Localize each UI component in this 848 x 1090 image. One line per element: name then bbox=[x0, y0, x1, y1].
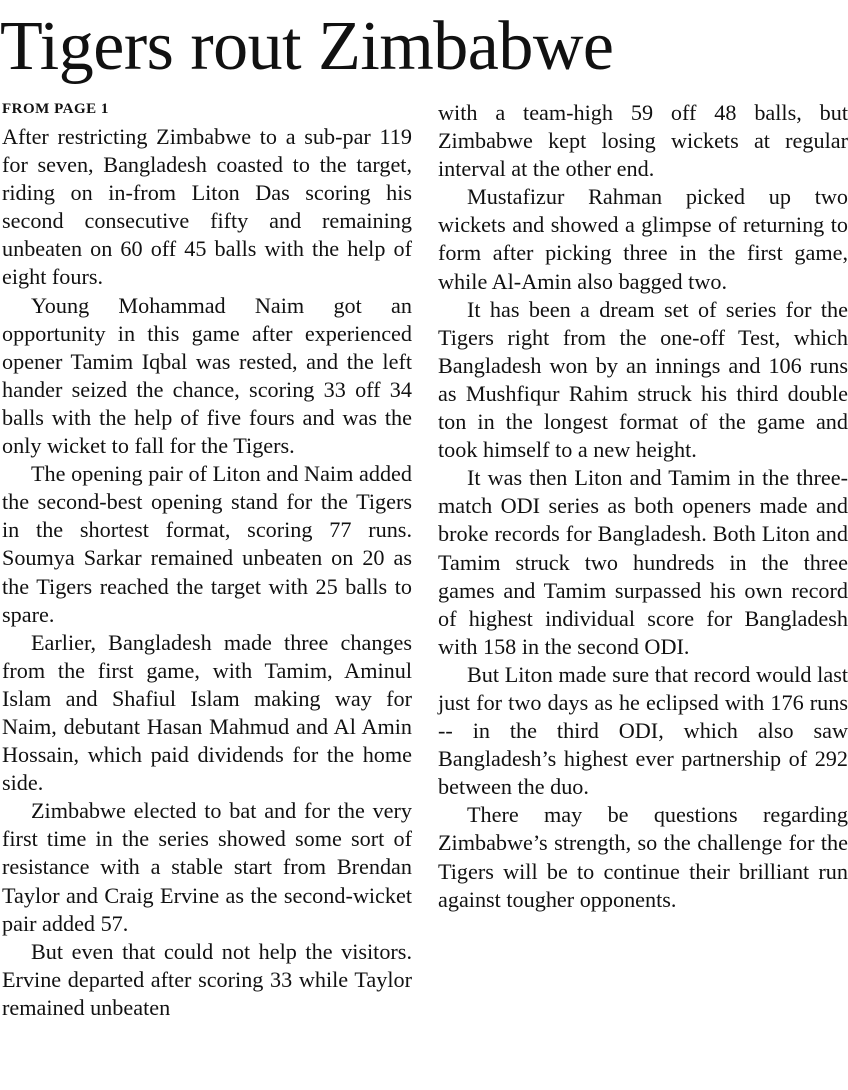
paragraph: After restricting Zimbabwe to a sub-par 119 for seven, Bangladesh coasted to the target, riding on in-from Liton Das scoring his second consecutive fifty and remaining unbeaten on 60 off 45 balls with the help of eight fours. bbox=[2, 124, 412, 290]
paragraph: The opening pair of Liton and Naim added the second-best opening stand for the Tigers in the shortest format, scoring 77 runs. Soumya Sarkar remained unbeaten on 20 as the Tigers reached the target with 25 balls to spare. bbox=[2, 461, 412, 627]
paragraph: Zimbabwe elected to bat and for the very first time in the series showed some sort of resistance with a stable start from Brendan Taylor and Craig Ervine as the second-wicket pair added 57. bbox=[2, 798, 412, 936]
paragraph: Earlier, Bangladesh made three changes from the first game, with Tamim, Aminul Islam and Shafiul Islam making way for Naim, debutant Hasan Mahmud and Al Amin Hossain, which paid dividends for the home side. bbox=[2, 629, 412, 796]
paragraph: with a team-high 59 off 48 balls, but Zimbabwe kept losing wickets at regular interval at the other end. bbox=[438, 100, 848, 182]
paragraph: It was then Liton and Tamim in the three-match ODI series as both openers made and broke records for Bangladesh. Both Liton and Tamim struck two hundreds in the three games and Tamim surpassed his own record of highest individual score for Bangladesh with 158 in the second ODI. bbox=[438, 465, 848, 659]
paragraph: But Liton made sure that record would last just for two days as he eclipsed with 176 runs -- in the third ODI, which also saw Bangladesh’s highest ever partnership of 292 between the duo. bbox=[438, 661, 848, 800]
headline: Tigers rout Zimbabwe bbox=[0, 8, 614, 85]
paragraph: Young Mohammad Naim got an opportunity in this game after experienced opener Tamim Iqbal was rested, and the left hander seized the chance, scoring 33 off 34 balls with the help of five fours and was the only wicket to fall for the Tigers. bbox=[2, 292, 412, 459]
left-column bbox=[2, 96, 412, 1022]
paragraph: There may be questions regarding Zimbabwe’s strength, so the challenge for the Tigers will be to continue their brilliant run against tougher opponents. bbox=[438, 802, 848, 912]
paragraph: But even that could not help the visitors. Ervine departed after scoring 33 while Taylor remained unbeaten bbox=[2, 938, 412, 1020]
continuation-kicker: FROM PAGE 1 bbox=[2, 101, 109, 117]
paragraph: It has been a dream set of series for the Tigers right from the one-off Test, which Bangladesh won by an innings and 106 runs as Mushfiqur Rahim struck his third double ton in the longest format of the game and took himself to a new height. bbox=[438, 296, 848, 463]
right-column bbox=[438, 99, 848, 914]
paragraph: Mustafizur Rahman picked up two wickets and showed a glimpse of returning to form after picking three in the first game, while Al-Amin also bagged two. bbox=[438, 184, 848, 294]
